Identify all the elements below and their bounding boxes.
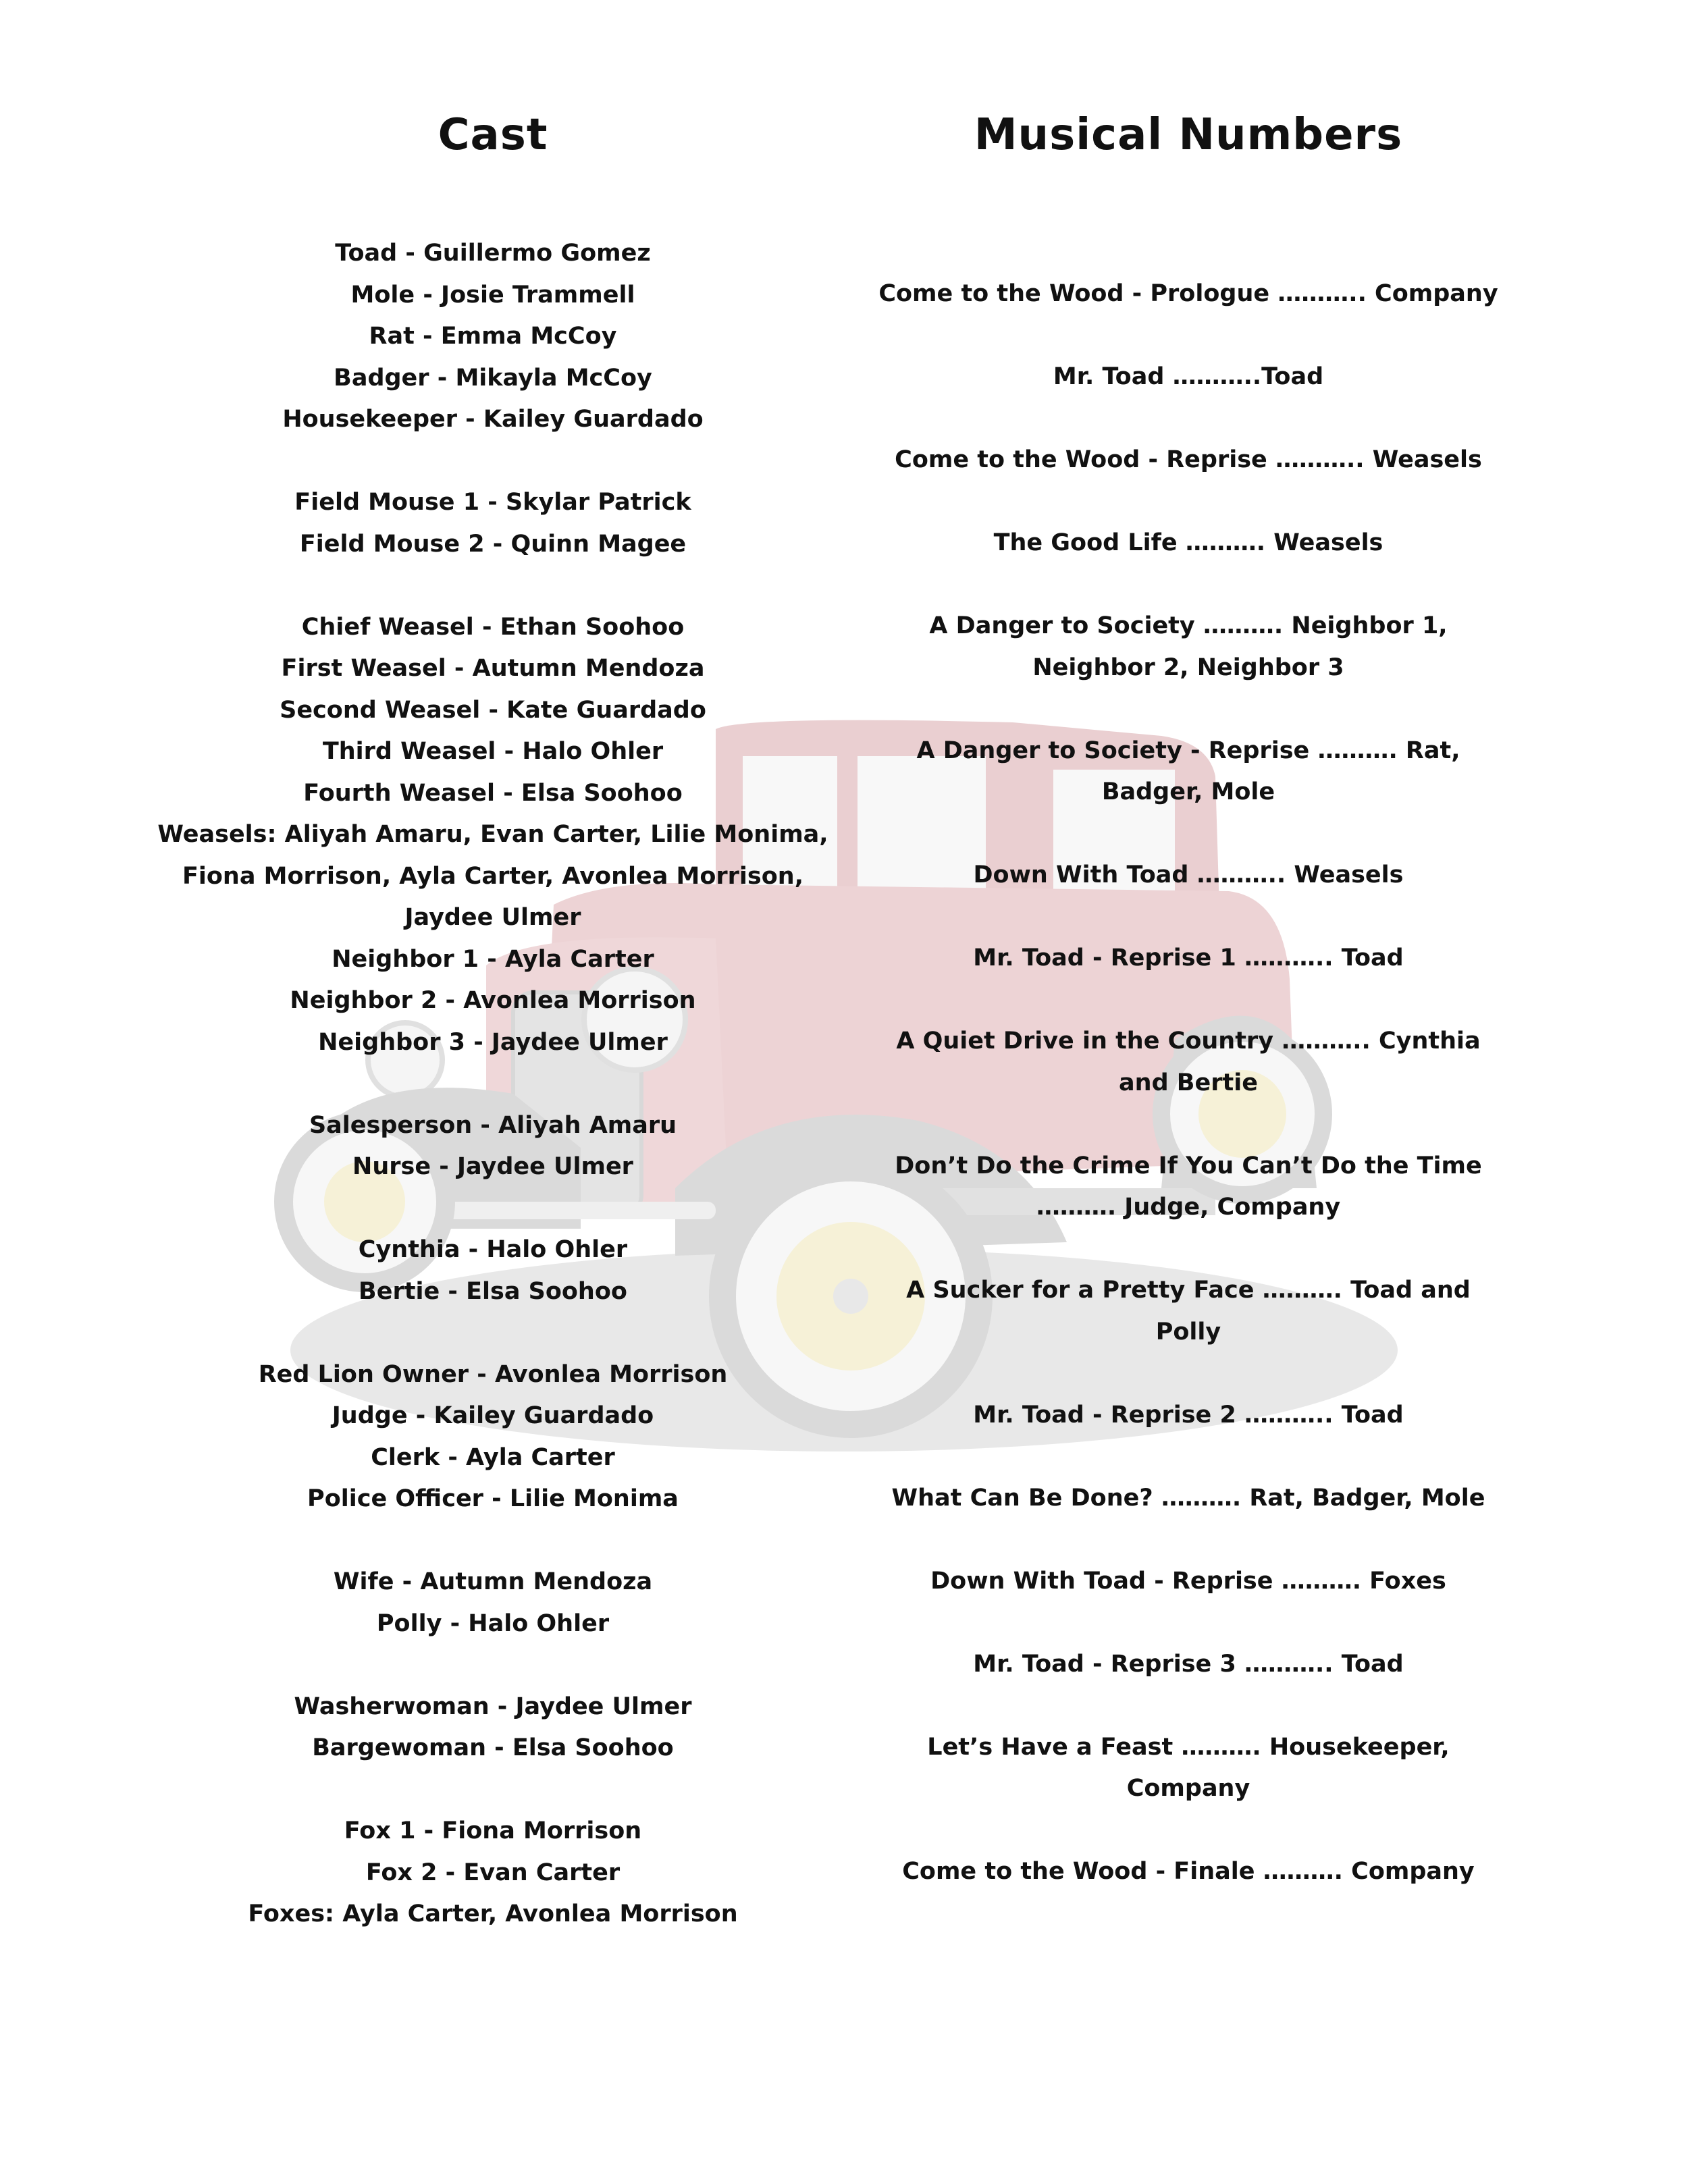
cast-entry: Third Weasel - Halo Ohler: [322, 738, 664, 765]
cast-spacer: [108, 1645, 878, 1686]
song-entry: A Danger to Society ………. Neighbor 1, Neighbor 2, Neighbor 3: [929, 612, 1448, 681]
cast-entry: Salesperson - Aliyah Amaru: [309, 1111, 677, 1139]
cast-entry: Neighbor 2 - Avonlea Morrison: [290, 987, 696, 1014]
cast-entry: Badger - Mikayla McCoy: [334, 364, 652, 392]
cast-entry: Fox 1 - Fiona Morrison: [344, 1817, 642, 1844]
cast-spacer: [108, 1312, 878, 1354]
cast-entry: Jaydee Ulmer: [404, 904, 581, 931]
song-entry: Mr. Toad ………..Toad: [1053, 363, 1324, 390]
cast-entry: Foxes: Ayla Carter, Avonlea Morrison: [248, 1900, 738, 1927]
cast-entry: Cynthia - Halo Ohler: [358, 1236, 628, 1263]
song-list: [871, 273, 1506, 1893]
cast-entry: Bertie - Elsa Soohoo: [359, 1277, 627, 1305]
cast-entry: Field Mouse 1 - Skylar Patrick: [294, 489, 691, 516]
cast-spacer: [108, 1769, 878, 1811]
song-entry: Down With Toad - Reprise ………. Foxes: [930, 1567, 1446, 1595]
cast-entry: Nurse - Jaydee Ulmer: [352, 1153, 633, 1180]
cast-heading: Cast: [438, 110, 548, 160]
cast-entry: Field Mouse 2 - Quinn Magee: [299, 530, 687, 558]
song-entry: Mr. Toad - Reprise 2 ……….. Toad: [973, 1401, 1404, 1429]
cast-spacer: [108, 565, 878, 607]
cast-entry: Rat - Emma McCoy: [369, 323, 617, 350]
song-entry: A Danger to Society - Reprise ………. Rat, Badger, Mole: [916, 737, 1460, 805]
cast-entry: Red Lion Owner - Avonlea Morrison: [258, 1360, 728, 1388]
cast-spacer: [108, 1063, 878, 1105]
cast-spacer: [108, 1188, 878, 1230]
cast-entry: Washerwoman - Jaydee Ulmer: [294, 1693, 692, 1720]
cast-entry: First Weasel - Autumn Mendoza: [281, 655, 705, 682]
cast-entry: Toad - Guillermo Gomez: [335, 240, 651, 267]
song-entry: Come to the Wood - Prologue ……….. Company: [878, 280, 1498, 307]
cast-spacer: [108, 441, 878, 483]
cast-entry: Chief Weasel - Ethan Soohoo: [301, 613, 685, 641]
cast-entry: Bargewoman - Elsa Soohoo: [312, 1734, 674, 1761]
song-entry: Mr. Toad - Reprise 1 ……….. Toad: [973, 944, 1404, 971]
song-entry: A Quiet Drive in the Country ……….. Cynthia and Bertie: [896, 1028, 1481, 1096]
cast-entry: Fourth Weasel - Elsa Soohoo: [303, 779, 683, 807]
musical-numbers-column: [871, 101, 1506, 1934]
song-entry: The Good Life ………. Weasels: [993, 529, 1383, 556]
cast-entry: Housekeeper - Kailey Guardado: [282, 406, 704, 433]
song-entry: Come to the Wood - Reprise ……….. Weasels: [895, 446, 1482, 473]
cast-entry: Fox 2 - Evan Carter: [365, 1859, 621, 1886]
cast-entry: Weasels: Aliyah Amaru, Evan Carter, Lilie Monima,: [157, 821, 828, 848]
cast-list: [108, 233, 878, 1936]
song-entry: Down With Toad ……….. Weasels: [973, 861, 1404, 888]
cast-entry: Neighbor 1 - Ayla Carter: [332, 945, 654, 973]
cast-entry: Neighbor 3 - Jaydee Ulmer: [318, 1028, 668, 1056]
cast-spacer: [108, 1520, 878, 1562]
cast-entry: Police Officer - Lilie Monima: [307, 1485, 679, 1512]
song-entry: Come to the Wood - Finale ………. Company: [902, 1858, 1475, 1885]
cast-entry: Clerk - Ayla Carter: [371, 1443, 615, 1471]
song-entry: Don’t Do the Crime If You Can’t Do the Time ………. Judge, Company: [895, 1152, 1482, 1221]
song-entry: What Can Be Done? ………. Rat, Badger, Mole: [891, 1484, 1485, 1512]
cast-entry: Second Weasel - Kate Guardado: [280, 696, 706, 724]
cast-column: [108, 101, 878, 1936]
cast-entry: Fiona Morrison, Ayla Carter, Avonlea Morrison,: [182, 862, 804, 890]
cast-entry: Wife - Autumn Mendoza: [333, 1568, 653, 1595]
cast-entry: Polly - Halo Ohler: [376, 1609, 610, 1637]
song-entry: A Sucker for a Pretty Face ………. Toad and Polly: [906, 1277, 1471, 1346]
cast-entry: Mole - Josie Trammell: [350, 281, 635, 309]
cast-entry: Judge - Kailey Guardado: [332, 1402, 654, 1429]
song-entry: Mr. Toad - Reprise 3 ……….. Toad: [973, 1650, 1404, 1678]
musical-numbers-heading: Musical Numbers: [974, 110, 1403, 160]
song-entry: Let’s Have a Feast ………. Housekeeper, Company: [927, 1733, 1450, 1802]
